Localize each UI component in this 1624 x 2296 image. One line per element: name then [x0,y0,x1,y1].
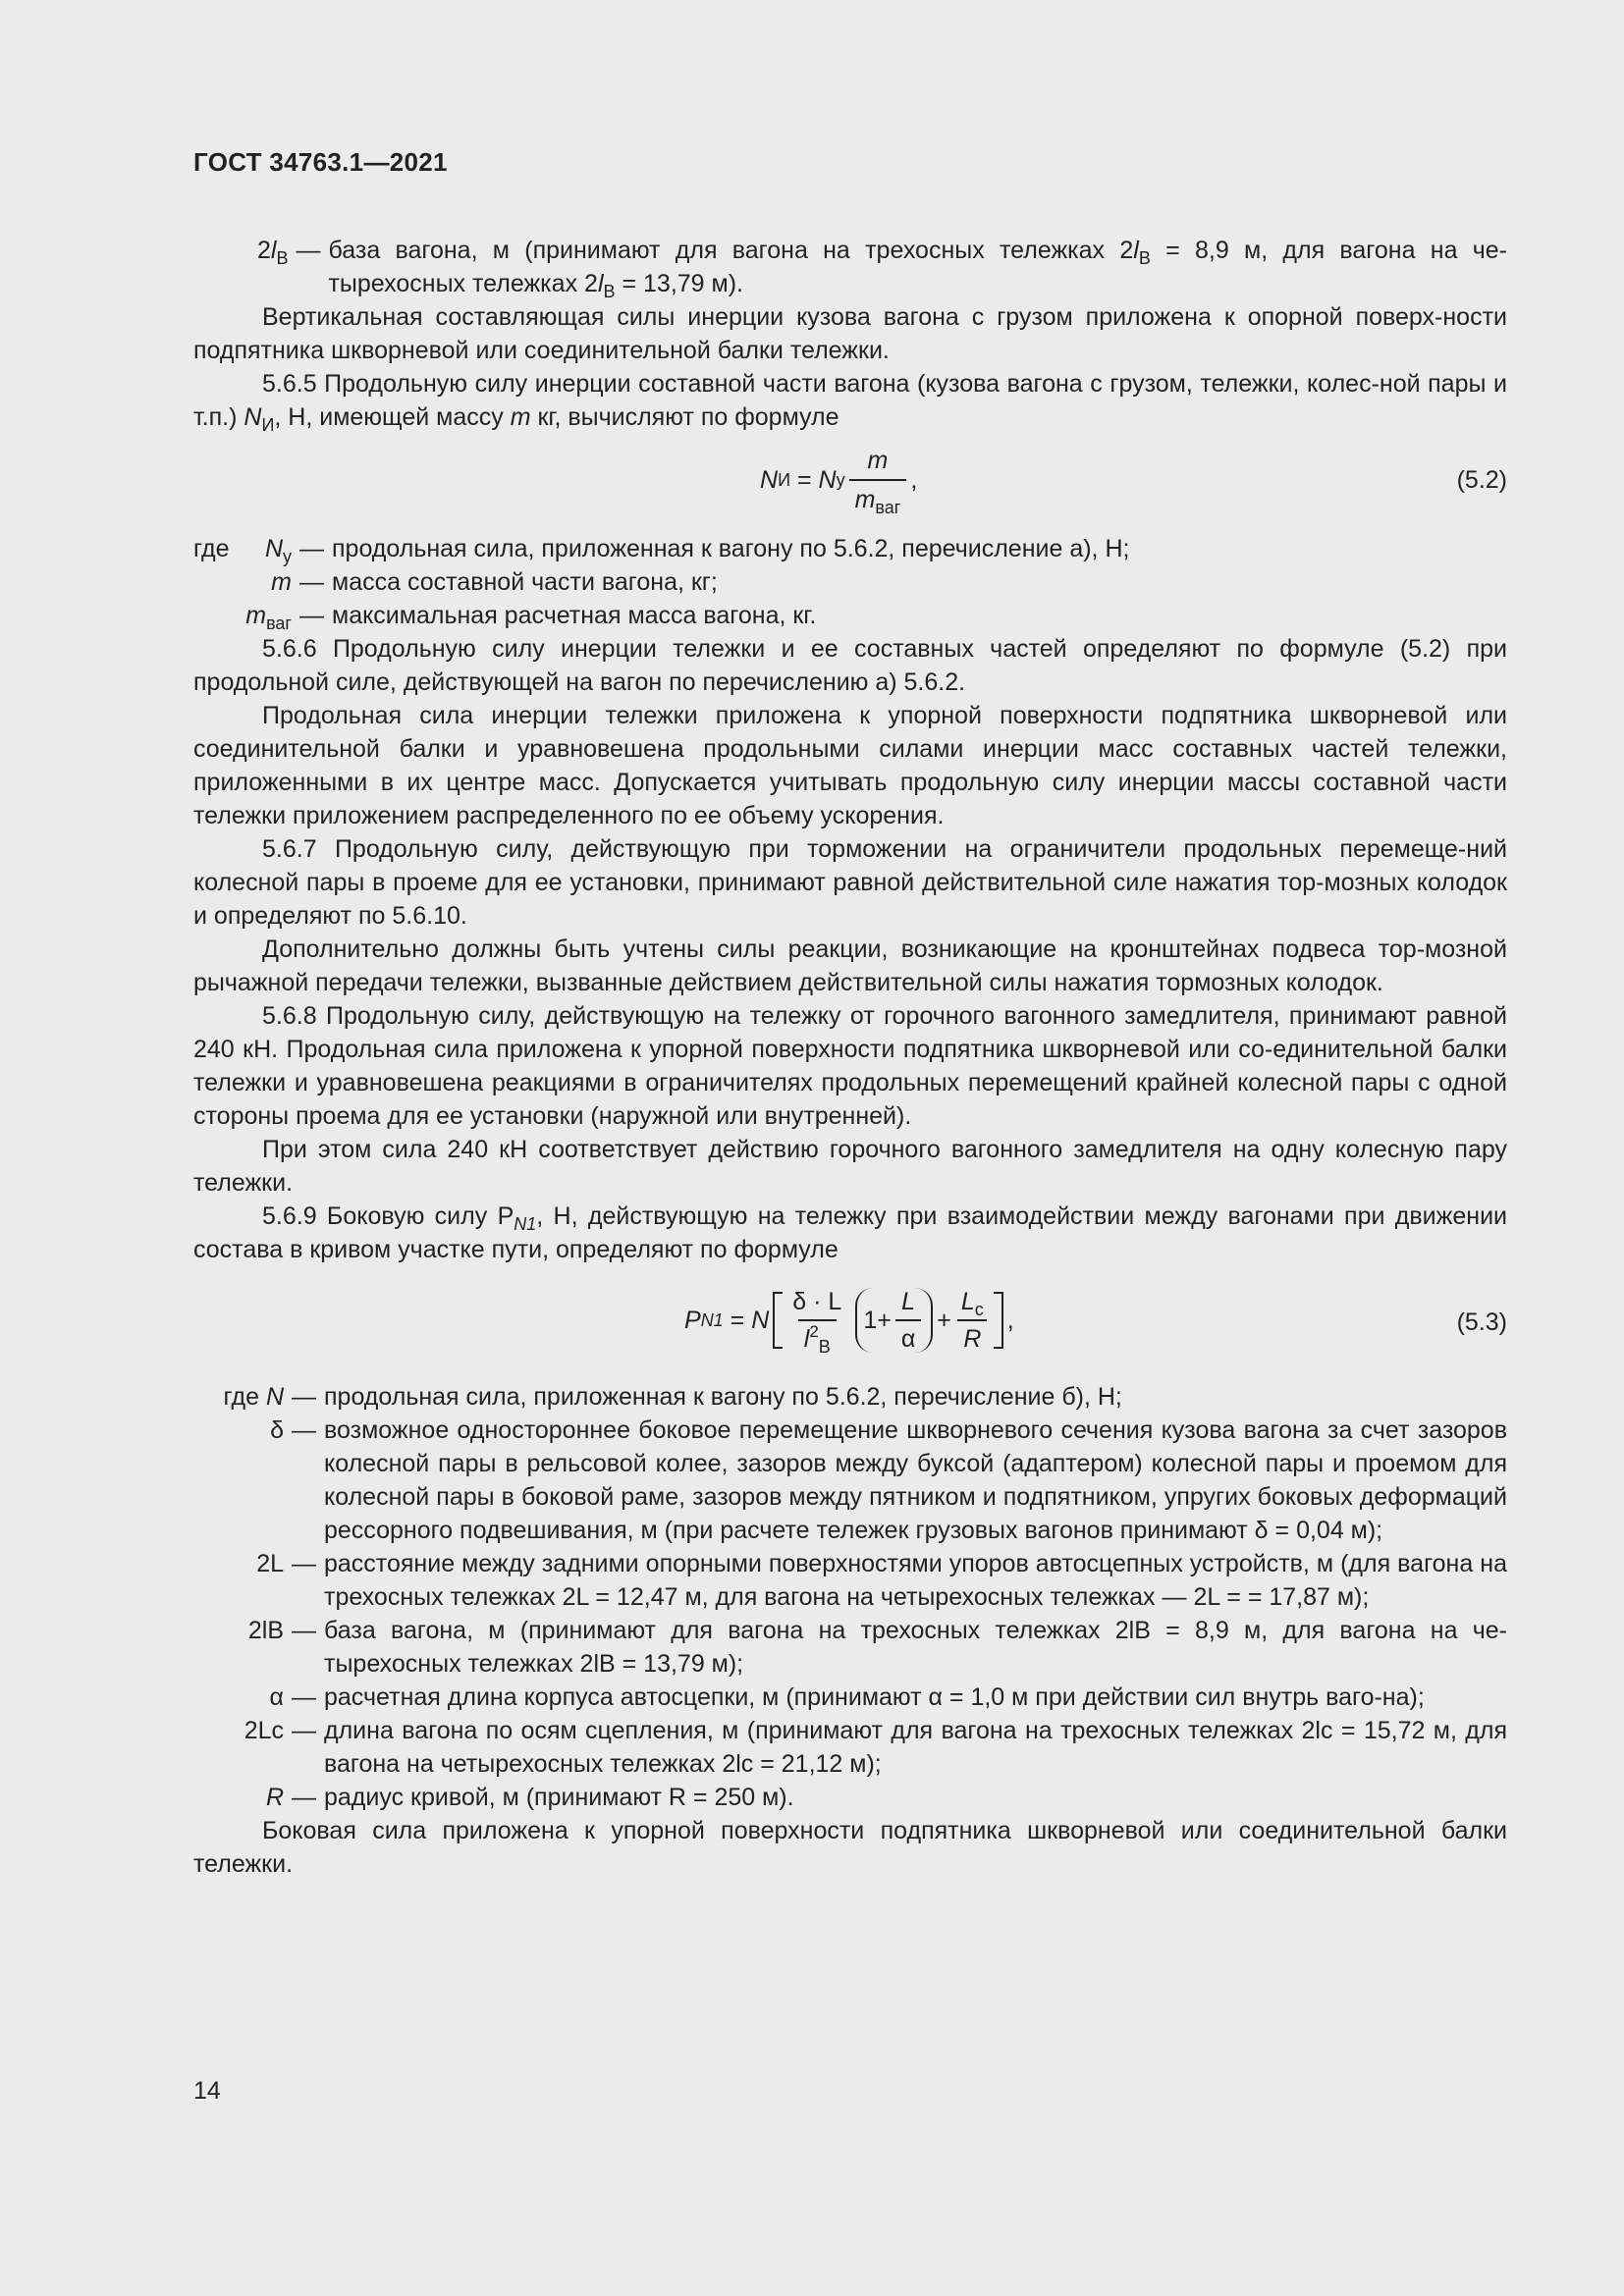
where-list-1 [193,532,1507,632]
square-bracket: $\frac{\delta \cdot L}{l^2_В}$ 1+ $\frac{L}{\alpha}$ + $\frac{L_c}{R}$ [773,1288,1003,1353]
fraction: $\frac{m}{m_{ваг}}$ [849,446,907,514]
definition-item: 2lВ — база вагона, м (принимают для вагона на трехосных тележках 2lВ = 8,9 м, для вагона на че-тырехосных тележках 2lВ = 13,79 м); [247,1617,1507,1678]
fraction: $\frac{L}{\alpha}$ [895,1288,921,1353]
document-header: ГОСТ 34763.1—2021 [193,147,448,177]
definition-item: где $N_у$ — продольная сила, приложенная к вагону по 5.6.2, перечисление а), Н; [193,535,1130,566]
definition-symbol: $2l_В$ [257,237,289,268]
paragraph-5-6-6: 5.6.6 Продольную силу инерции тележки и ее составных частей определяют по формуле (5.2) при продольной силе, действующей на вагон по перечислению а) 5.6.2. [193,635,1507,696]
equation-number: (5.2) [1456,466,1507,494]
paragraph: Дополнительно должны быть учтены силы реакции, возникающие на кронштейнах подвеса тор-мозной рычажной передачи тележки, вызванные действием действительной силы нажатия тормозных колодок. [193,935,1507,996]
paragraph: Боковая сила приложена к упорной поверхности подпятника шкворневой или соединительной балки тележки. [193,1817,1507,1878]
formula-5-2: N И = N у $\frac{m}{m_{ваг}}$ , (5.2) [760,447,1507,517]
where-list-2 [193,1380,1507,1814]
definition-item: где N — продольная сила, приложенная к вагону по 5.6.2, перечисление б), Н; [223,1383,1122,1411]
paragraph-5-6-8: 5.6.8 Продольную силу, действующую на тележку от горочного вагонного замедлителя, принимают равной 240 кН. Продольная сила приложена к упорной поверхности подпятника шкворневой или со-единительной балки тележки и уравновешена реакциями в ограничителях продольных перемещений крайней колесной пары с одной стороны проема для ее установки (наружной или внутренней). [193,1002,1507,1130]
definition-item: m — масса составной части вагона, кг; [271,568,718,596]
definition-base-top [257,234,1507,300]
definition-item: $m_{ваг}$ — максимальная расчетная масса вагона, кг. [245,602,817,633]
page-number: 14 [193,2077,221,2105]
definition-item: R — радиус кривой, м (принимают R = 250 м). [265,1784,794,1811]
formula-5-3: P N1 = N $\frac{\delta \cdot L}{l^2_В}$ 1+ $\frac{L}{\alpha}$ + $\frac{L_c}{R}$ , (5.3) [684,1288,1507,1357]
equation-number: (5.3) [1456,1308,1507,1336]
paragraph-5-6-7: 5.6.7 Продольную силу, действующую при торможении на ограничители продольных перемеще-ний колесной пары в проеме для ее установки, принимают равной действительной силе нажатия тор-мозных колодок и определяют по 5.6.10. [193,835,1507,930]
definition-item: 2L — расстояние между задними опорными поверхностями упоров автосцепных устройств, м (для вагона на трехосных тележках 2L = 12,47 м, для вагона на четырехосных тележках — 2L = = 17,87 м); [256,1550,1507,1611]
definition-item: δ — возможное одностороннее боковое перемещение шкворневого сечения кузова вагона за счет зазоров колесной пары в рельсовой колее, зазоров между буксой (адаптером) колесной пары и проемом для колесной пары в боковой раме, зазоров между пятником и подпятником, упругих боковых деформаций рессорного подвешивания, м (при расчете тележек грузовых вагонов принимают δ = 0,04 м); [270,1416,1507,1544]
document-body [193,234,1507,1881]
definition-item: 2Lc — длина вагона по осям сцепления, м (принимают для вагона на трехосных тележках 2lc = 15,72 м, для вагона на четырехосных тележках 2lc = 21,12 м); [244,1717,1507,1778]
paragraph: Вертикальная составляющая силы инерции кузова вагона с грузом приложена к опорной поверх-ности подпятника шкворневой или соединительной балки тележки. [193,303,1507,364]
parenthesis: 1+ $\frac{L}{\alpha}$ [855,1288,933,1353]
paragraph: При этом сила 240 кН соответствует действию горочного вагонного замедлителя на одну колесную пару тележки. [193,1136,1507,1197]
paragraph: Продольная сила инерции тележки приложена к упорной поверхности подпятника шкворневой или соединительной балки и уравновешена продольными силами инерции масс составных частей тележки, приложенными в их центре масс. Допускается учитывать продольную силу инерции массы составной части тележки приложением распределенного по ее объему ускорения. [193,702,1507,829]
paragraph-5-6-9: 5.6.9 Боковую силу $P_{N1}$, Н, действующую на тележку при взаимодействии между вагонами при движении состава в кривом участке пути, определяют по формуле [193,1202,1507,1263]
fraction: $\frac{\delta \cdot L}{l^2_В}$ [792,1288,842,1357]
definition-dash: — [296,237,321,264]
definition-text: база вагона, м (принимают для вагона на трехосных тележках $2l_В = 8,9$ м, для вагона на че- тырехосных тележках $2l_В = 13,79$ м). [328,237,1507,301]
paragraph-5-6-5: 5.6.5 Продольную силу инерции составной части вагона (кузова вагона с грузом, тележки, колес-ной пары и т.п.) $N_И$, Н, имеющей массу m кг, вычисляют по формуле [193,370,1507,435]
definition-item: α — расчетная длина корпуса автосцепки, м (принимают α = 1,0 м при действии сил внутрь ваго-на); [269,1683,1425,1711]
fraction: $\frac{L_c}{R}$ [955,1288,990,1353]
